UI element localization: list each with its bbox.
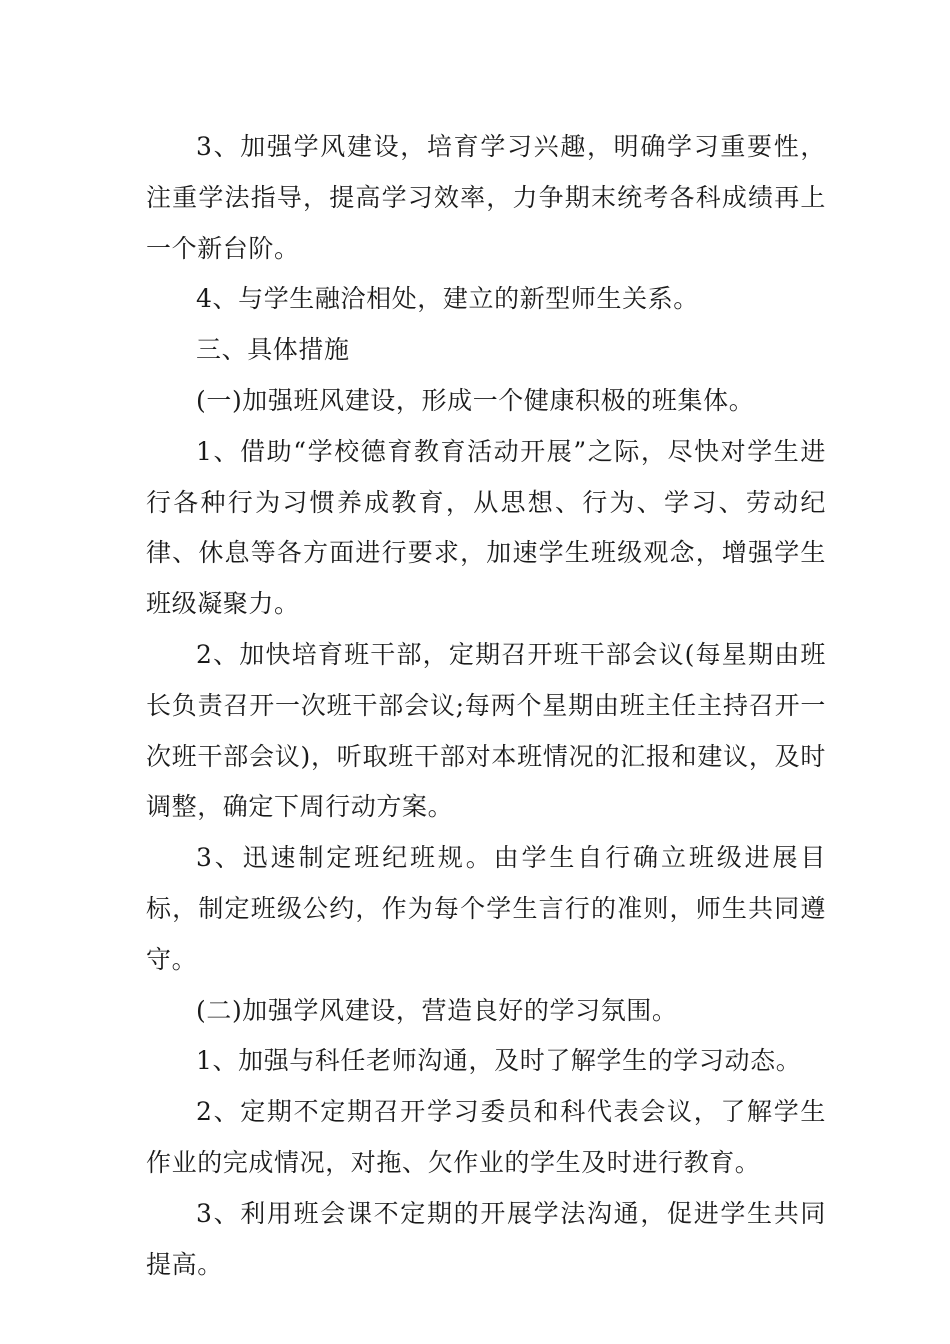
document-body [146, 122, 826, 1290]
subheading-class-style: (一)加强班风建设，形成一个健康积极的班集体。 [196, 385, 755, 415]
section-heading-measures: 三、具体措施 [196, 335, 350, 365]
subheading-study-style: (二)加强学风建设，营造良好的学习氛围。 [196, 995, 678, 1025]
paragraph-measure-1-1: 1、借助“学校德育教育活动开展”之际，尽快对学生进行各种行为习惯养成教育，从思想、行为、学习、劳动纪律、休息等各方面进行要求，加速学生班级观念，增强学生班级凝聚力。 [146, 436, 826, 619]
paragraph-goal-3: 3、加强学风建设，培育学习兴趣，明确学习重要性，注重学法指导，提高学习效率，力争期末统考各科成绩再上一个新台阶。 [146, 132, 826, 263]
paragraph-measure-1-3: 3、迅速制定班纪班规。由学生自行确立班级进展目标，制定班级公约，作为每个学生言行的准则，师生共同遵守。 [146, 843, 826, 974]
paragraph-goal-4: 4、与学生融洽相处，建立的新型师生关系。 [196, 284, 699, 314]
paragraph-measure-1-2: 2、加快培育班干部，定期召开班干部会议(每星期由班长负责召开一次班干部会议;每两个星期由班主任主持召开一次班干部会议)，听取班干部对本班情况的汇报和建议，及时调整，确定下周行动方案。 [146, 639, 826, 822]
paragraph-measure-2-2: 2、定期不定期召开学习委员和科代表会议，了解学生作业的完成情况，对拖、欠作业的学生及时进行教育。 [146, 1097, 826, 1177]
paragraph-measure-2-3: 3、利用班会课不定期的开展学法沟通，促进学生共同提高。 [146, 1198, 826, 1279]
paragraph-measure-2-1: 1、加强与科任老师沟通，及时了解学生的学习动态。 [196, 1046, 802, 1076]
